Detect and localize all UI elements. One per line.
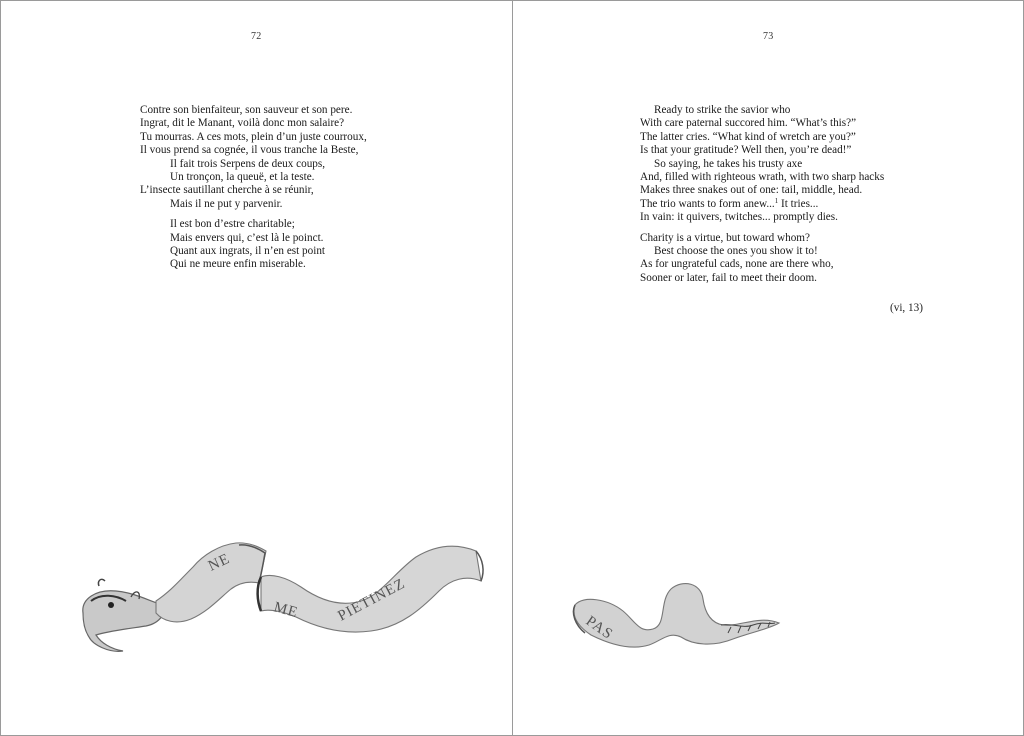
verse-text: Makes three snakes out of one: tail, middle, head. xyxy=(640,184,863,197)
verse-line xyxy=(640,104,960,117)
right-page xyxy=(513,1,1024,735)
verse-line xyxy=(140,117,440,130)
verse-text: Il vous prend sa cognée, il vous tranche la Beste, xyxy=(140,144,359,157)
verse-line xyxy=(640,171,960,184)
verse-line xyxy=(140,218,440,231)
page-number-left: 72 xyxy=(251,31,262,42)
banner-word: NE xyxy=(205,550,233,575)
verse-text: Contre son bienfaiteur, son sauveur et son pere. xyxy=(140,104,353,116)
verse-text: And, filled with righteous wrath, with two sharp hacks xyxy=(640,171,885,184)
verse-line xyxy=(140,245,440,258)
verse-line xyxy=(140,104,440,117)
verse-text: Sooner or later, fail to meet their doom. xyxy=(640,271,817,284)
snake-head-and-body-illustration xyxy=(71,531,501,661)
verse-text: Mais envers qui, c’est là le poinct. xyxy=(170,231,324,244)
verse-text: As for ungrateful cads, none are there who, xyxy=(640,258,834,271)
verse-line xyxy=(640,131,960,144)
banner-word: PAS xyxy=(582,613,616,643)
verse-line xyxy=(140,144,440,157)
verse-text: So saying, he takes his trusty axe xyxy=(654,157,803,170)
verse-text: Charity is a virtue, but toward whom? xyxy=(640,231,810,244)
verse-text: Un tronçon, la queuë, et la teste. xyxy=(170,171,315,184)
verse-line xyxy=(640,184,960,197)
verse-text: Il est bon d’estre charitable; xyxy=(170,218,295,231)
stanza-break xyxy=(640,225,960,232)
verse-line xyxy=(140,158,440,171)
verse-text: With care paternal succored him. “What’s this?” xyxy=(640,117,857,130)
verse-text: Quant aux ingrats, il n’en est point xyxy=(170,245,326,258)
verse-line xyxy=(140,131,440,144)
english-translation xyxy=(640,104,960,285)
left-page xyxy=(1,1,512,735)
verse-text: The trio wants to form anew... xyxy=(640,197,775,210)
verse-text: L’insecte sautillant cherche à se réunir, xyxy=(140,184,314,197)
french-poem xyxy=(140,104,440,272)
verse-text: Mais il ne put y parvenir. xyxy=(170,197,283,210)
verse-line xyxy=(640,272,960,285)
verse-text-continued: It tries... xyxy=(778,197,819,210)
verse-line xyxy=(140,184,440,197)
verse-line xyxy=(640,232,960,245)
verse-line xyxy=(640,198,960,211)
verse-line xyxy=(640,245,960,258)
verse-text: Is that your gratitude? Well then, you’re dead!” xyxy=(640,144,852,157)
footnote-marker[interactable]: 1 xyxy=(774,196,779,205)
verse-text: Ingrat, dit le Manant, voilà donc mon salaire? xyxy=(140,117,345,130)
banner-word: ME xyxy=(271,599,300,622)
stanza-break xyxy=(140,211,440,218)
verse-line xyxy=(140,258,440,271)
verse-line xyxy=(640,117,960,130)
verse-text: In vain: it quivers, twitches... promptly dies. xyxy=(640,211,838,224)
verse-text: Best choose the ones you show it to! xyxy=(654,245,818,258)
banner-word: PIETINEZ xyxy=(335,575,409,625)
verse-line xyxy=(140,232,440,245)
fable-reference: (vi, 13) xyxy=(890,302,923,314)
verse-line xyxy=(140,198,440,211)
snake-segment-1 xyxy=(156,543,266,622)
verse-text: Qui ne meure enfin miserable. xyxy=(170,258,306,271)
verse-line xyxy=(640,158,960,171)
verse-line xyxy=(640,144,960,157)
verse-line xyxy=(640,258,960,271)
verse-line xyxy=(640,211,960,224)
verse-line xyxy=(140,171,440,184)
snake-tail-illustration xyxy=(563,573,793,653)
verse-text: The latter cries. “What kind of wretch are you?” xyxy=(640,130,856,143)
verse-text: Il fait trois Serpens de deux coups, xyxy=(170,157,326,170)
page-number-right: 73 xyxy=(763,31,774,42)
verse-text: Ready to strike the savior who xyxy=(654,104,791,116)
verse-text: Tu mourras. A ces mots, plein d’un juste courroux, xyxy=(140,130,367,143)
